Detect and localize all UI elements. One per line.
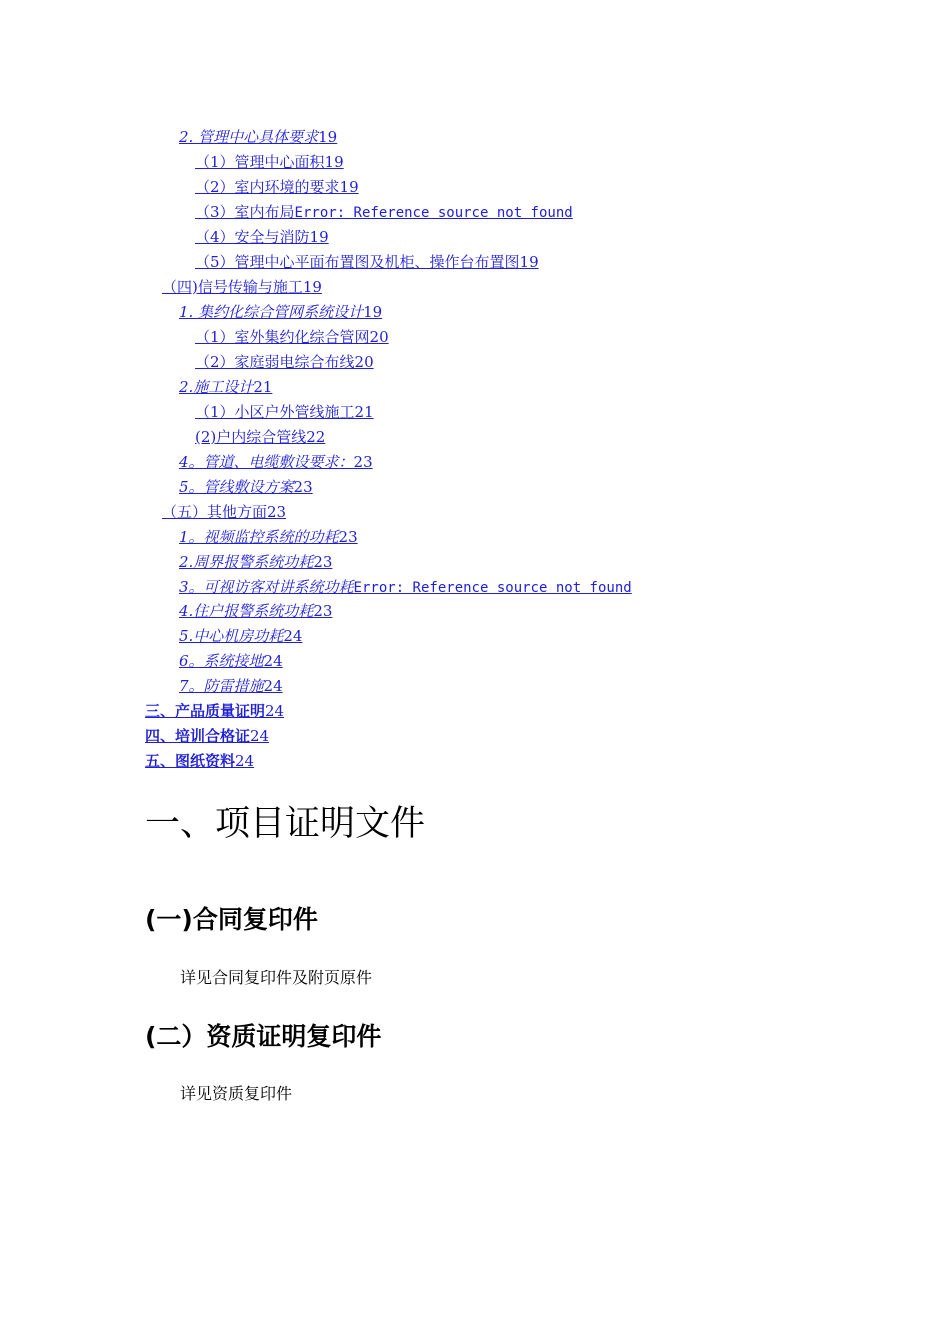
toc-entry[interactable]: 4.住户报警系统功耗23 [179, 602, 333, 620]
toc-entry[interactable]: 三、产品质量证明24 [145, 702, 285, 720]
toc-entry[interactable]: 6。系统接地24 [179, 652, 283, 670]
toc-entry[interactable]: 5.中心机房功耗24 [179, 627, 303, 645]
toc-entry[interactable]: （3）室内布局Error: Reference source not found [195, 203, 573, 221]
toc-entry[interactable]: 5。管线敷设方案23 [179, 478, 313, 496]
toc-entry[interactable]: （1）管理中心面积19 [195, 153, 344, 171]
toc-entry[interactable]: （1）室外集约化综合管网20 [195, 328, 389, 346]
toc-entry[interactable]: 2.周界报警系统功耗23 [179, 553, 333, 571]
toc-entry[interactable]: 五、图纸资料24 [145, 752, 255, 770]
toc-entry[interactable]: 3。可视访客对讲系统功耗Error: Reference source not found [179, 578, 632, 596]
toc-entry[interactable]: （五）其他方面23 [162, 503, 287, 521]
section-heading: (二）资质证明复印件 [145, 1022, 382, 1051]
section-heading: (一)合同复印件 [145, 905, 318, 934]
toc-entry[interactable]: （4）安全与消防19 [195, 228, 329, 246]
toc-entry[interactable]: （2）室内环境的要求19 [195, 178, 359, 196]
toc-entry[interactable]: （5）管理中心平面布置图及机柜、操作台布置图19 [195, 253, 539, 271]
toc-entry[interactable]: 2.施工设计21 [179, 378, 273, 396]
toc-entry[interactable]: (2)户内综合管线22 [195, 428, 326, 446]
toc-entry[interactable]: 2. 管理中心具体要求19 [179, 128, 338, 146]
toc-entry[interactable]: 1. 集约化综合管网系统设计19 [179, 303, 383, 321]
toc-entry[interactable]: 7。防雷措施24 [179, 677, 283, 695]
toc-entry[interactable]: （1）小区户外管线施工21 [195, 403, 374, 421]
section-body: 详见资质复印件 [180, 1084, 293, 1103]
toc-entry[interactable]: 四、培训合格证24 [145, 727, 270, 745]
toc-entry[interactable]: 4。管道、电缆敷设要求：23 [179, 453, 373, 471]
heading-1: 一、项目证明文件 [145, 804, 426, 844]
toc-entry[interactable]: （四)信号传输与施工19 [162, 278, 322, 296]
toc-entry[interactable]: （2）家庭弱电综合布线20 [195, 353, 374, 371]
section-body: 详见合同复印件及附页原件 [180, 968, 373, 987]
toc-entry[interactable]: 1。视频监控系统的功耗23 [179, 528, 358, 546]
